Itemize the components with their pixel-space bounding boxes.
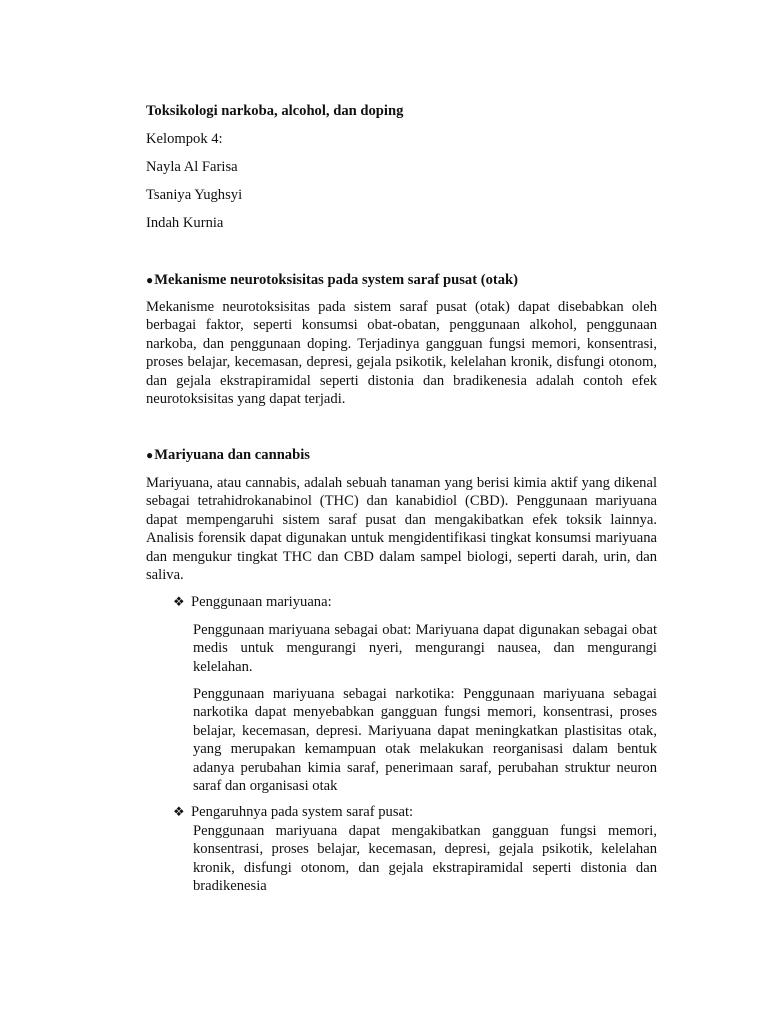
member-name: Tsaniya Yughsyi — [146, 187, 243, 203]
document-title: Toksikologi narkoba, alcohol, dan doping — [146, 103, 404, 119]
subsection-paragraph: Penggunaan mariyuana dapat mengakibatkan gangguan fungsi memori, konsentrasi, proses belajar, kecemasan, depresi, gejala psikotik, kelelahan kronik, disfungi otonom, dan gejala ekstrapiramidal seperti distonia dan bradikenesia — [193, 823, 657, 895]
diamond-bullet-icon: ❖ — [173, 804, 185, 819]
section-heading-neurotoxicity — [146, 271, 518, 289]
bullet-icon: ● — [146, 273, 154, 287]
subsection-heading-text: Pengaruhnya pada system saraf pusat: — [191, 804, 414, 820]
bullet-icon: ● — [146, 448, 154, 462]
section-heading-marijuana — [146, 446, 310, 464]
section-paragraph: Mekanisme neurotoksisitas pada sistem saraf pusat (otak) dapat disebabkan oleh berbagai faktor, seperti konsumsi obat-obatan, penggunaan alkohol, penggunaan narkoba, dan penggunaan doping. Terjadinya gangguan fungsi memori, konsentrasi, proses belajar, kecemasan, depresi, gejala psikotik, kelelahan kronik, disfungi otonom, dan gejala ekstrapiramidal seperti distonia dan bradikenesia adalah contoh efek neurotoksisitas yang dapat terjadi. — [146, 299, 657, 408]
subsection-paragraph: Penggunaan mariyuana sebagai narkotika: Penggunaan mariyuana sebagai narkotika dapat menyebabkan gangguan fungsi memori, konsentrasi, proses belajar, kecemasan, depresi. Mariyuana dapat meningkatkan plastisitas otak, yang merupakan kemampuan otak melakukan reorganisasi dalam bentuk adanya perubahan kimia saraf, penerimaan saraf, perubahan struktur neuron saraf dan organisasi otak — [193, 686, 657, 795]
subsection-heading-text: Penggunaan mariyuana: — [191, 594, 332, 610]
section-heading-text: Mariyuana dan cannabis — [154, 447, 310, 463]
diamond-bullet-icon: ❖ — [173, 594, 185, 609]
member-name: Nayla Al Farisa — [146, 159, 238, 175]
section-heading-text: Mekanisme neurotoksisitas pada system saraf pusat (otak) — [154, 272, 519, 288]
subsection-paragraph: Penggunaan mariyuana sebagai obat: Mariyuana dapat digunakan sebagai obat medis untuk mengurangi nyeri, mengurangi nausea, dan mengurangi kelelahan. — [193, 622, 657, 675]
subsection-heading-usage — [173, 593, 332, 611]
section-paragraph: Mariyuana, atau cannabis, adalah sebuah tanaman yang berisi kimia aktif yang dikenal sebagai tetrahidrokanabinol (THC) dan kanabidiol (CBD). Penggunaan mariyuana dapat mempengaruhi sistem saraf pusat dan mengakibatkan efek toksik lainnya. Analisis forensik dapat digunakan untuk mengidentifikasi tingkat konsumsi mariyuana dan mengukur tingkat THC dan CBD dalam sampel biologi, seperti darah, urin, dan saliva. — [146, 475, 657, 584]
member-name: Indah Kurnia — [146, 215, 224, 231]
group-label: Kelompok 4: — [146, 131, 223, 147]
subsection-heading-cns-effect — [173, 803, 413, 821]
